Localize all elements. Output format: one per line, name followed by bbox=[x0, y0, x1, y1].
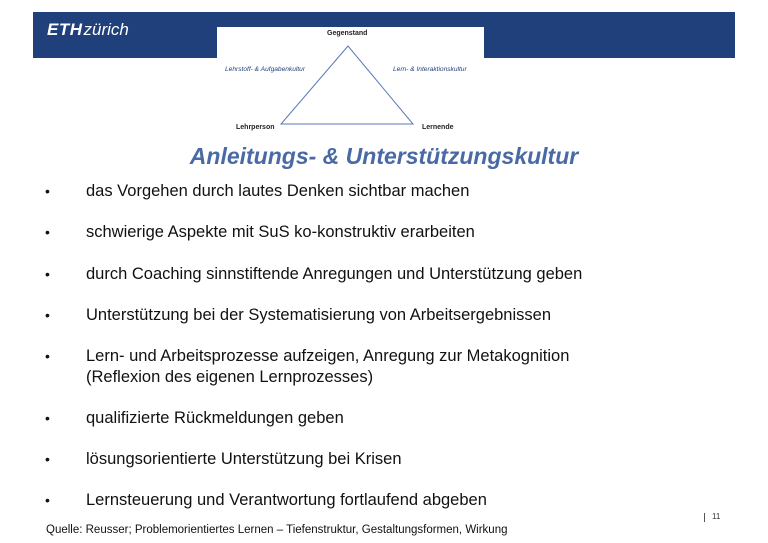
bullet-icon: • bbox=[45, 307, 50, 323]
bullet-text: durch Coaching sinnstiftende Anregungen und Unterstützung geben bbox=[86, 265, 583, 283]
bullet-text-continued: (Reflexion des eigenen Lernprozesses) bbox=[86, 368, 374, 386]
diagram-label-lehrperson: Lehrperson bbox=[236, 124, 275, 131]
bullet-text: Unterstützung bei der Systematisierung von Arbeitsergebnissen bbox=[86, 306, 552, 324]
slide-title: Anleitungs- & Unterstützungskultur bbox=[189, 143, 579, 169]
source-citation: Quelle: Reusser; Problemorientiertes Lernen – Tiefenstruktur, Gestaltungsformen, Wirkung bbox=[46, 524, 508, 536]
bullet-icon: • bbox=[45, 410, 50, 426]
bullet-icon: • bbox=[45, 492, 50, 508]
bullet-text: lösungsorientierte Unterstützung bei Krisen bbox=[86, 450, 402, 468]
bullet-icon: • bbox=[45, 224, 50, 240]
triangle-diagram bbox=[217, 27, 484, 133]
page-number-divider bbox=[704, 513, 705, 522]
bullet-icon: • bbox=[45, 266, 50, 282]
eth-zurich-logo bbox=[47, 20, 129, 40]
diagram-label-lernende: Lernende bbox=[422, 124, 454, 131]
triangle-shape bbox=[217, 27, 484, 133]
bullet-text: qualifizierte Rückmeldungen geben bbox=[86, 409, 344, 427]
diagram-label-lern-interaktion: Lern- & Interaktionskultur bbox=[393, 66, 467, 73]
bullet-text: Lernsteuerung und Verantwortung fortlaufend abgeben bbox=[86, 491, 487, 509]
bullet-icon: • bbox=[45, 348, 50, 364]
bullet-icon: • bbox=[45, 451, 50, 467]
page-number: 11 bbox=[712, 512, 721, 521]
bullet-icon: • bbox=[45, 183, 50, 199]
logo-eth: ETH bbox=[47, 20, 83, 39]
bullet-text: Lern- und Arbeitsprozesse aufzeigen, Anregung zur Metakognition bbox=[86, 347, 570, 365]
logo-zurich: zürich bbox=[83, 20, 129, 39]
diagram-label-gegenstand: Gegenstand bbox=[327, 30, 368, 37]
bullet-text: das Vorgehen durch lautes Denken sichtbar machen bbox=[86, 182, 470, 200]
diagram-label-lehrstoff: Lehrstoff- & Aufgabenkultur bbox=[225, 66, 306, 73]
bullet-text: schwierige Aspekte mit SuS ko-konstruktiv erarbeiten bbox=[86, 223, 475, 241]
